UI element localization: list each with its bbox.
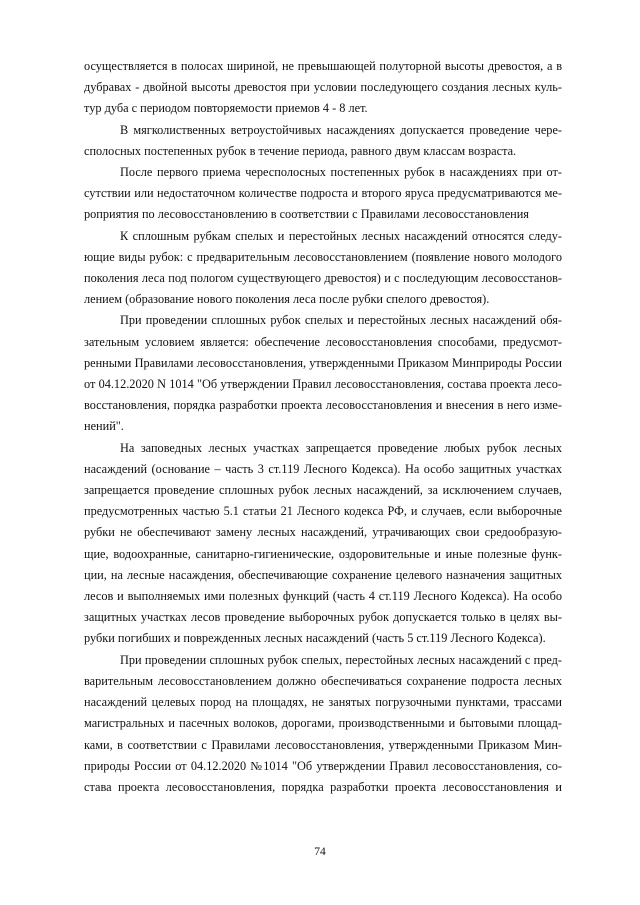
paragraph — [84, 650, 562, 798]
paragraph — [84, 310, 562, 437]
text-line: После первого приема чересполосных постепенных рубок в насаждениях при от- — [120, 165, 562, 180]
body-text — [84, 56, 562, 798]
text-line: лением (образование нового поколения леса после рубки спелого древостоя). — [84, 292, 490, 307]
text-line: лесов и выполняемых ими полезных функций (часть 4 ст.119 Лесного Кодекса). На особо — [84, 589, 562, 604]
page-number: 74 — [314, 846, 326, 858]
text-line: осуществляется в полосах шириной, не превышающей полуторной высоты древостоя, а в — [84, 59, 562, 73]
text-line: На заповедных лесных участках запрещается проведение любых рубок лесных — [120, 440, 562, 455]
text-line: варительным лесовосстановлением должно обеспечиваться сохранение подроста лесных — [84, 673, 562, 688]
text-line: сутствии или недостаточном количестве подроста и второго яруса предусматриваются ме- — [84, 186, 562, 201]
text-line: дубравах - двойной высоты древостоя при условии последующего создания лесных куль- — [84, 80, 562, 95]
text-line: сполосных постепенных рубок в течение периода, равного двум классам возраста. — [84, 143, 517, 158]
text-line: запрещается проведение сплошных рубок лесных насаждений, за исключением случаев, — [84, 483, 562, 498]
text-line: защитных участках лесов проведение выборочных рубок допускается только в целях вы- — [84, 610, 562, 625]
text-line: ции, на лесные насаждения, обеспечивающие сохранение целевого назначения защитных — [84, 567, 562, 582]
text-line: поколения леса под пологом существующего древостоя) и с последующим лесовосстанов- — [84, 271, 562, 286]
text-line: ющие виды рубок: с предварительным лесовосстановлением (появление нового молодого — [84, 249, 562, 264]
text-line: предусмотренных частью 5.1 статьи 21 Лесного кодекса РФ, и случаев, если выборочные — [84, 504, 562, 519]
text-line: става проекта лесовосстановления, порядка разработки проекта лесовосстановления и — [84, 779, 562, 794]
text-line: тур дуба с периодом повторяемости приемов 4 - 8 лет. — [84, 101, 368, 116]
text-line: рубки погибших и поврежденных лесных насаждений (часть 5 ст.119 Лесного Кодекса). — [84, 631, 546, 646]
text-line: щие, водоохранные, санитарно-гигиенические, оздоровительные и иные полезные функ- — [84, 546, 562, 561]
paragraph — [84, 226, 562, 311]
text-line: При проведении сплошных рубок спелых, перестойных лесных насаждений с пред- — [120, 652, 562, 667]
text-line: природы России от 04.12.2020 №1014 "Об утверждении Правил лесовосстановления, со- — [84, 758, 562, 773]
text-line: К сплошным рубкам спелых и перестойных лесных насаждений относятся следу- — [120, 228, 562, 243]
paragraph — [84, 56, 562, 120]
paragraph — [84, 162, 562, 226]
text-line: ренными Правилами лесовосстановления, утвержденными Приказом Минприроды России — [84, 355, 562, 370]
text-line: насаждений (основание – часть 3 ст.119 Лесного Кодекса). На особо защитных участках — [84, 461, 562, 476]
text-line: зательным условием является: обеспечение лесовосстановления способами, предусмот- — [84, 334, 562, 349]
text-line: При проведении сплошных рубок спелых и перестойных лесных насаждений обя- — [120, 313, 562, 328]
text-line: рубки не обеспечивают замену лесных насаждений, утрачивающих свои средообразую- — [84, 525, 562, 540]
text-line: насаждений целевых пород на площадях, не занятых погрузочными пунктами, трассами — [84, 695, 562, 710]
text-line: нений". — [84, 419, 124, 434]
text-line: ками, в соответствии с Правилами лесовосстановления, утвержденными Приказом Мин- — [84, 737, 562, 752]
text-line: восстановления, порядка разработки проекта лесовосстановления и внесения в него изме- — [84, 398, 562, 413]
text-line: роприятия по лесовосстановлению в соответствии с Правилами лесовосстановления — [84, 207, 529, 222]
text-line: от 04.12.2020 N 1014 "Об утверждении Правил лесовосстановления, состава проекта лесо- — [84, 377, 562, 392]
text-line: магистральных и пасечных волоков, дорогами, производственными и бытовыми площад- — [84, 716, 562, 731]
paragraph — [84, 120, 562, 162]
paragraph — [84, 438, 562, 650]
text-line: В мягколиственных ветроустойчивых насаждениях допускается проведение чере- — [120, 122, 562, 137]
